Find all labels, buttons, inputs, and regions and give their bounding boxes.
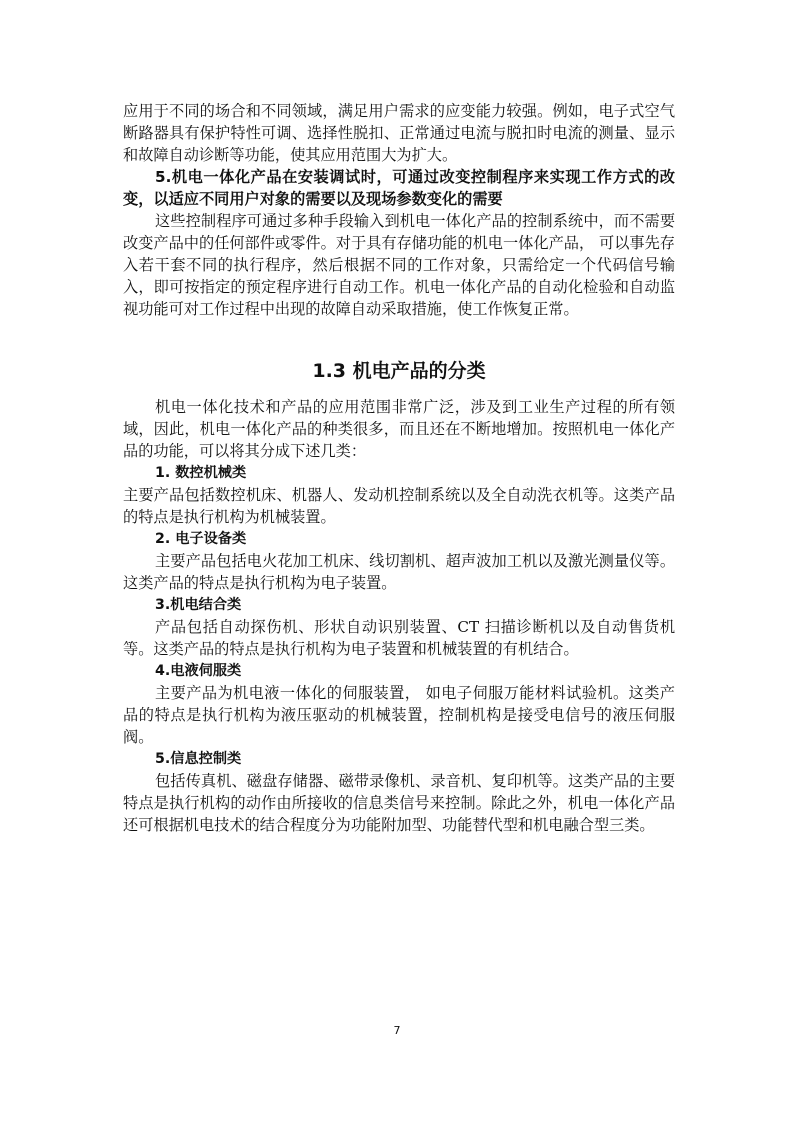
category-1-heading: 1. 数控机械类 — [155, 465, 247, 481]
category-5-body: 包括传真机、磁盘存储器、磁带录像机、录音机、复印机等。这类产品的主要特点是执行机构的动作由所接收的信息类信号来控制。除此之外，机电一体化产品还可根据机电技术的结合程度分为功能附加型、功能替代型和机电融合型三类。 — [123, 772, 675, 834]
category-1-body: 主要产品包括数控机床、机器人、发动机控制系统以及全自动洗衣机等。这类产品的特点是执行机构为机械装置。 — [123, 486, 675, 526]
category-4-heading: 4.电液伺服类 — [155, 663, 242, 679]
section-title: 1.3 机电产品的分类 — [312, 360, 486, 382]
page-number: 7 — [393, 1024, 401, 1037]
section-intro: 机电一体化技术和产品的应用范围非常广泛，涉及到工业生产过程的所有领域，因此，机电一体化产品的种类很多，而且还在不断地增加。按照机电一体化产品的功能，可以将其分成下述几类： — [123, 398, 675, 460]
category-3-heading: 3.机电结合类 — [155, 597, 242, 613]
intro-paragraph: 应用于不同的场合和不同领域，满足用户需求的应变能力较强。例如，电子式空气断路器具有保护特性可调、选择性脱扣、正常通过电流与脱扣时电流的测量、显示和故障自动诊断等功能，使其应用范围大为扩大。 — [123, 102, 675, 164]
point-5-heading: 5.机电一体化产品在安装调试时，可通过改变控制程序来实现工作方式的改变，以适应不同用户对象的需要以及现场参数变化的需要 — [123, 168, 675, 208]
page-content — [123, 100, 675, 836]
category-2-body: 主要产品包括电火花加工机床、线切割机、超声波加工机以及激光测量仪等。这类产品的特点是执行机构为电子装置。 — [123, 552, 675, 592]
category-2-heading: 2. 电子设备类 — [155, 531, 247, 547]
category-3-body: 产品包括自动探伤机、形状自动识别装置、CT 扫描诊断机以及自动售货机等。这类产品的特点是执行机构为电子装置和机械装置的有机结合。 — [123, 618, 675, 658]
category-4-body: 主要产品为机电液一体化的伺服装置， 如电子伺服万能材料试验机。这类产品的特点是执行机构为液压驱动的机械装置，控制机构是接受电信号的液压伺服阀。 — [123, 684, 675, 746]
point-5-body: 这些控制程序可通过多种手段输入到机电一体化产品的控制系统中，而不需要改变产品中的任何部件或零件。对于具有存储功能的机电一体化产品， 可以事先存入若干套不同的执行程序，然后根据不同的工作对象，只需给定一个代码信号输入，即可按指定的预定程序进行自动工作。机电一体化产品的自动化检验和自动监视功能可对工作过程中出现的故障自动采取措施，使工作恢复正常。 — [123, 212, 675, 318]
category-5-heading: 5.信息控制类 — [155, 751, 242, 767]
